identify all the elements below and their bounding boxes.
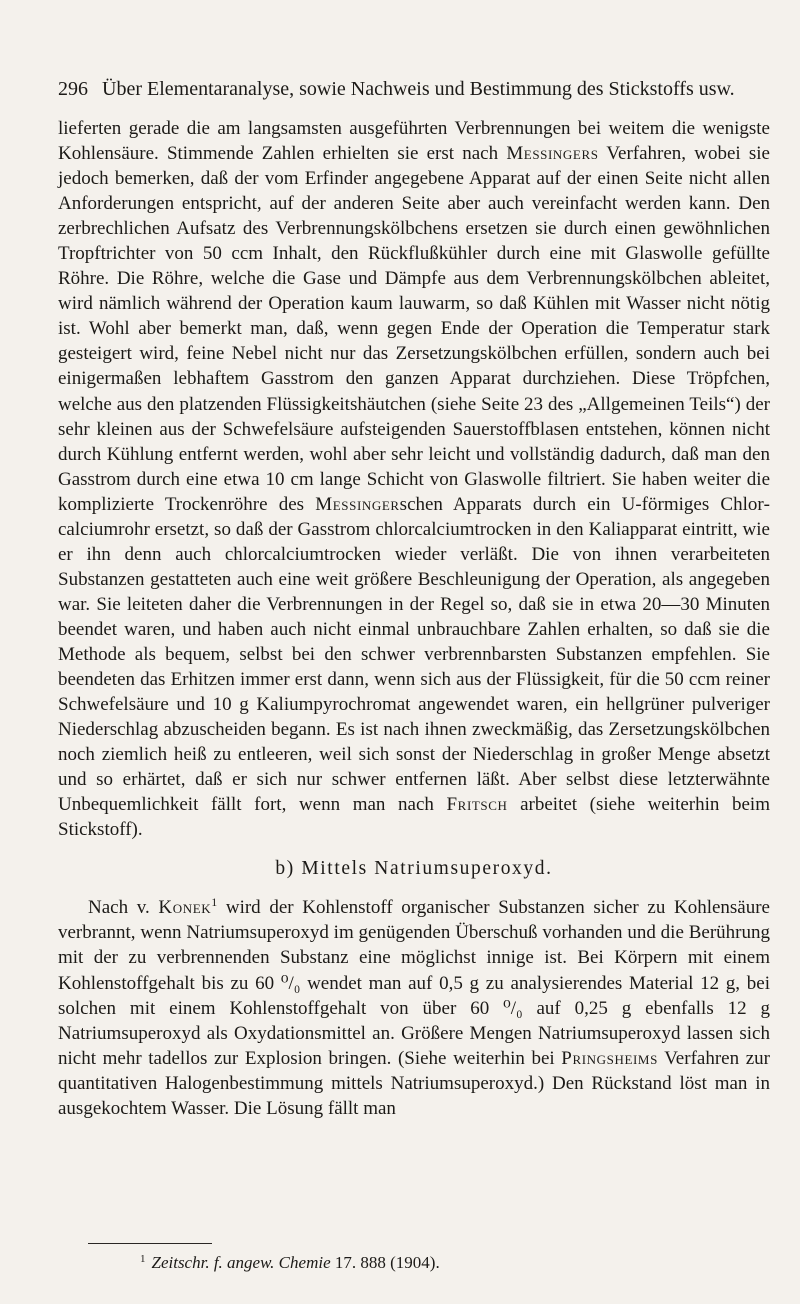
body-text — [58, 116, 770, 1121]
footnote — [140, 1252, 440, 1274]
paragraph-1-text-b: Verfahren, wobei sie jedoch bemerken, daß der vom Erfinder angegebene Apparat auf der einen Seite nicht allen Anforderungen entspricht, auf der anderen Seite aber auch vereinfacht werden kann. Den zerbrechlichen Aufsatz des Verbrennungskölbchens ersetzen sie durch einen gewöhnlichen Tropftrichter von 50 ccm Inhalt, den Rückflußkühler durch eine mit Glaswolle gefüllte Röhre. Die Röhre, welche die Gase und Dämpfe aus dem Verbrennungskölbchen ableitet, wird nämlich während der Operation kaum lauwarm, so daß Kühlen mit Wasser nicht nötig ist. Wohl aber bemerkt man, daß, wenn gegen Ende der Operation die Temperatur stark gesteigert wird, feine Nebel nicht nur das Zersetzungskölbchen erfüllen, sondern auch bei einigermaßen lebhaftem Gasstrom den ganzen Apparat durchziehen. Diese Tröpfchen, welche aus den platzenden Flüssigkeitshäutchen (siehe Seite 23 des „Allgemeinen Teils“) der sehr kleinen aus der Schwefelsäure aufsteigenden Sauerstoffblasen entstehen, können nicht durch Kühlung entfernt werden, wohl aber sehr leicht und vollständig dadurch, daß man den Gasstrom durch eine etwa 10 cm lange Schicht von Glaswolle filtriert. Sie haben weiter die komplizierte Trockenröhre des — [58, 143, 770, 515]
page-number: 296 — [58, 78, 88, 100]
footnote-rule — [88, 1243, 212, 1244]
paragraph-1-text-c: schen Apparats durch ein U-förmiges Chlorcalciumrohr ersetzt, so daß der Gasstrom chlorcalciumtrocken in den Kaliapparat eintritt, wie er ihn denn auch chlorcalciumtrocken wieder verläßt. Die von ihnen verarbeiteten Substanzen gestatteten auch eine weit größere Beschleunigung der Operation, als angegeben war. Sie leiteten daher die Verbrennungen in der Regel so, daß sie in etwa 20—30 Minuten beendet waren, und haben auch nicht einmal unbrauchbare Zahlen erhalten, so daß sie die Methode als bequem, selbst bei den schwer verbrennbarsten Substanzen empfehlen. Sie beendeten das Erhitzen immer erst dann, wenn sich aus der Flüssigkeit, für die 50 ccm reiner Schwefelsäure und 10 g Kaliumpyrochromat angewendet waren, ein hellgrüner pulveriger Niederschlag abzuscheiden begann. Es ist nach ihnen zweckmäßig, das Zersetzungskölbchen noch ziemlich heiß zu entleeren, weil sich sonst der Niederschlag in großer Menge absetzt und so erhärtet, daß er sich nur schwer entfernen läßt. Aber selbst diese letzterwähnte Unbequemlichkeit fällt fort, wenn man nach — [58, 493, 770, 816]
paragraph-2 — [58, 895, 770, 1120]
author-name-fritsch: Fritsch — [446, 794, 508, 816]
paragraph-1-text-d: arbeitet (siehe weiterhin beim Stickstoff). — [58, 794, 770, 841]
author-name-pringsheim: Pringsheims — [561, 1047, 658, 1069]
footnote-reference: 17. 888 (1904). — [330, 1253, 440, 1272]
paragraph-1 — [58, 116, 770, 842]
paragraph-1-text-a: lieferten gerade die am langsamsten ausgeführten Verbrennungen bei weitem die wenigste Kohlensäure. Stimmende Zahlen erhielten sie erst nach — [58, 118, 770, 165]
running-header — [58, 76, 770, 102]
paragraph-2-text-c: Verfahren zur quantitativen Halogenbestimmung mittels Natriumsuperoxyd.) Den Rückstand löst man in ausgekochtem Wasser. Die Lösung fällt man — [58, 1047, 770, 1119]
footnote-number: 1 — [140, 1253, 146, 1265]
author-name-messinger-2: Messinger — [315, 493, 400, 515]
footnote-journal: Zeitschr. f. angew. Chemie — [151, 1253, 331, 1272]
paragraph-2-text-a: Nach v. — [88, 897, 159, 919]
running-title: Über Elementaranalyse, sowie Nachweis und Bestimmung des Stickstoffs usw. — [102, 78, 735, 100]
author-name-konek: Konek — [158, 897, 212, 919]
paragraph-2-text-b: wird der Kohlenstoff organischer Substanzen sicher zu Kohlensäure verbrannt, wenn Natriumsuperoxyd im genügenden Überschuß vorhanden und die Berührung mit der zu verbrennenden Substanz eine möglichst innige ist. Bei Körpern mit einem Kohlenstoffgehalt bis zu 60 ⁰/₀ wendet man auf 0,5 g zu analysierendes Material 12 g, bei solchen mit einem Kohlenstoffgehalt von über 60 ⁰/₀ auf 0,25 g ebenfalls 12 g Natriumsuperoxyd als Oxydationsmittel an. Größere Mengen Natriumsuperoxyd lassen sich nicht mehr tadellos zur Explosion bringen. (Siehe weiterhin bei — [58, 897, 770, 1069]
author-name-messinger: Messingers — [506, 143, 599, 165]
section-heading: b) Mittels Natriumsuperoxyd. — [275, 858, 553, 880]
footnote-marker: 1 — [211, 895, 218, 910]
